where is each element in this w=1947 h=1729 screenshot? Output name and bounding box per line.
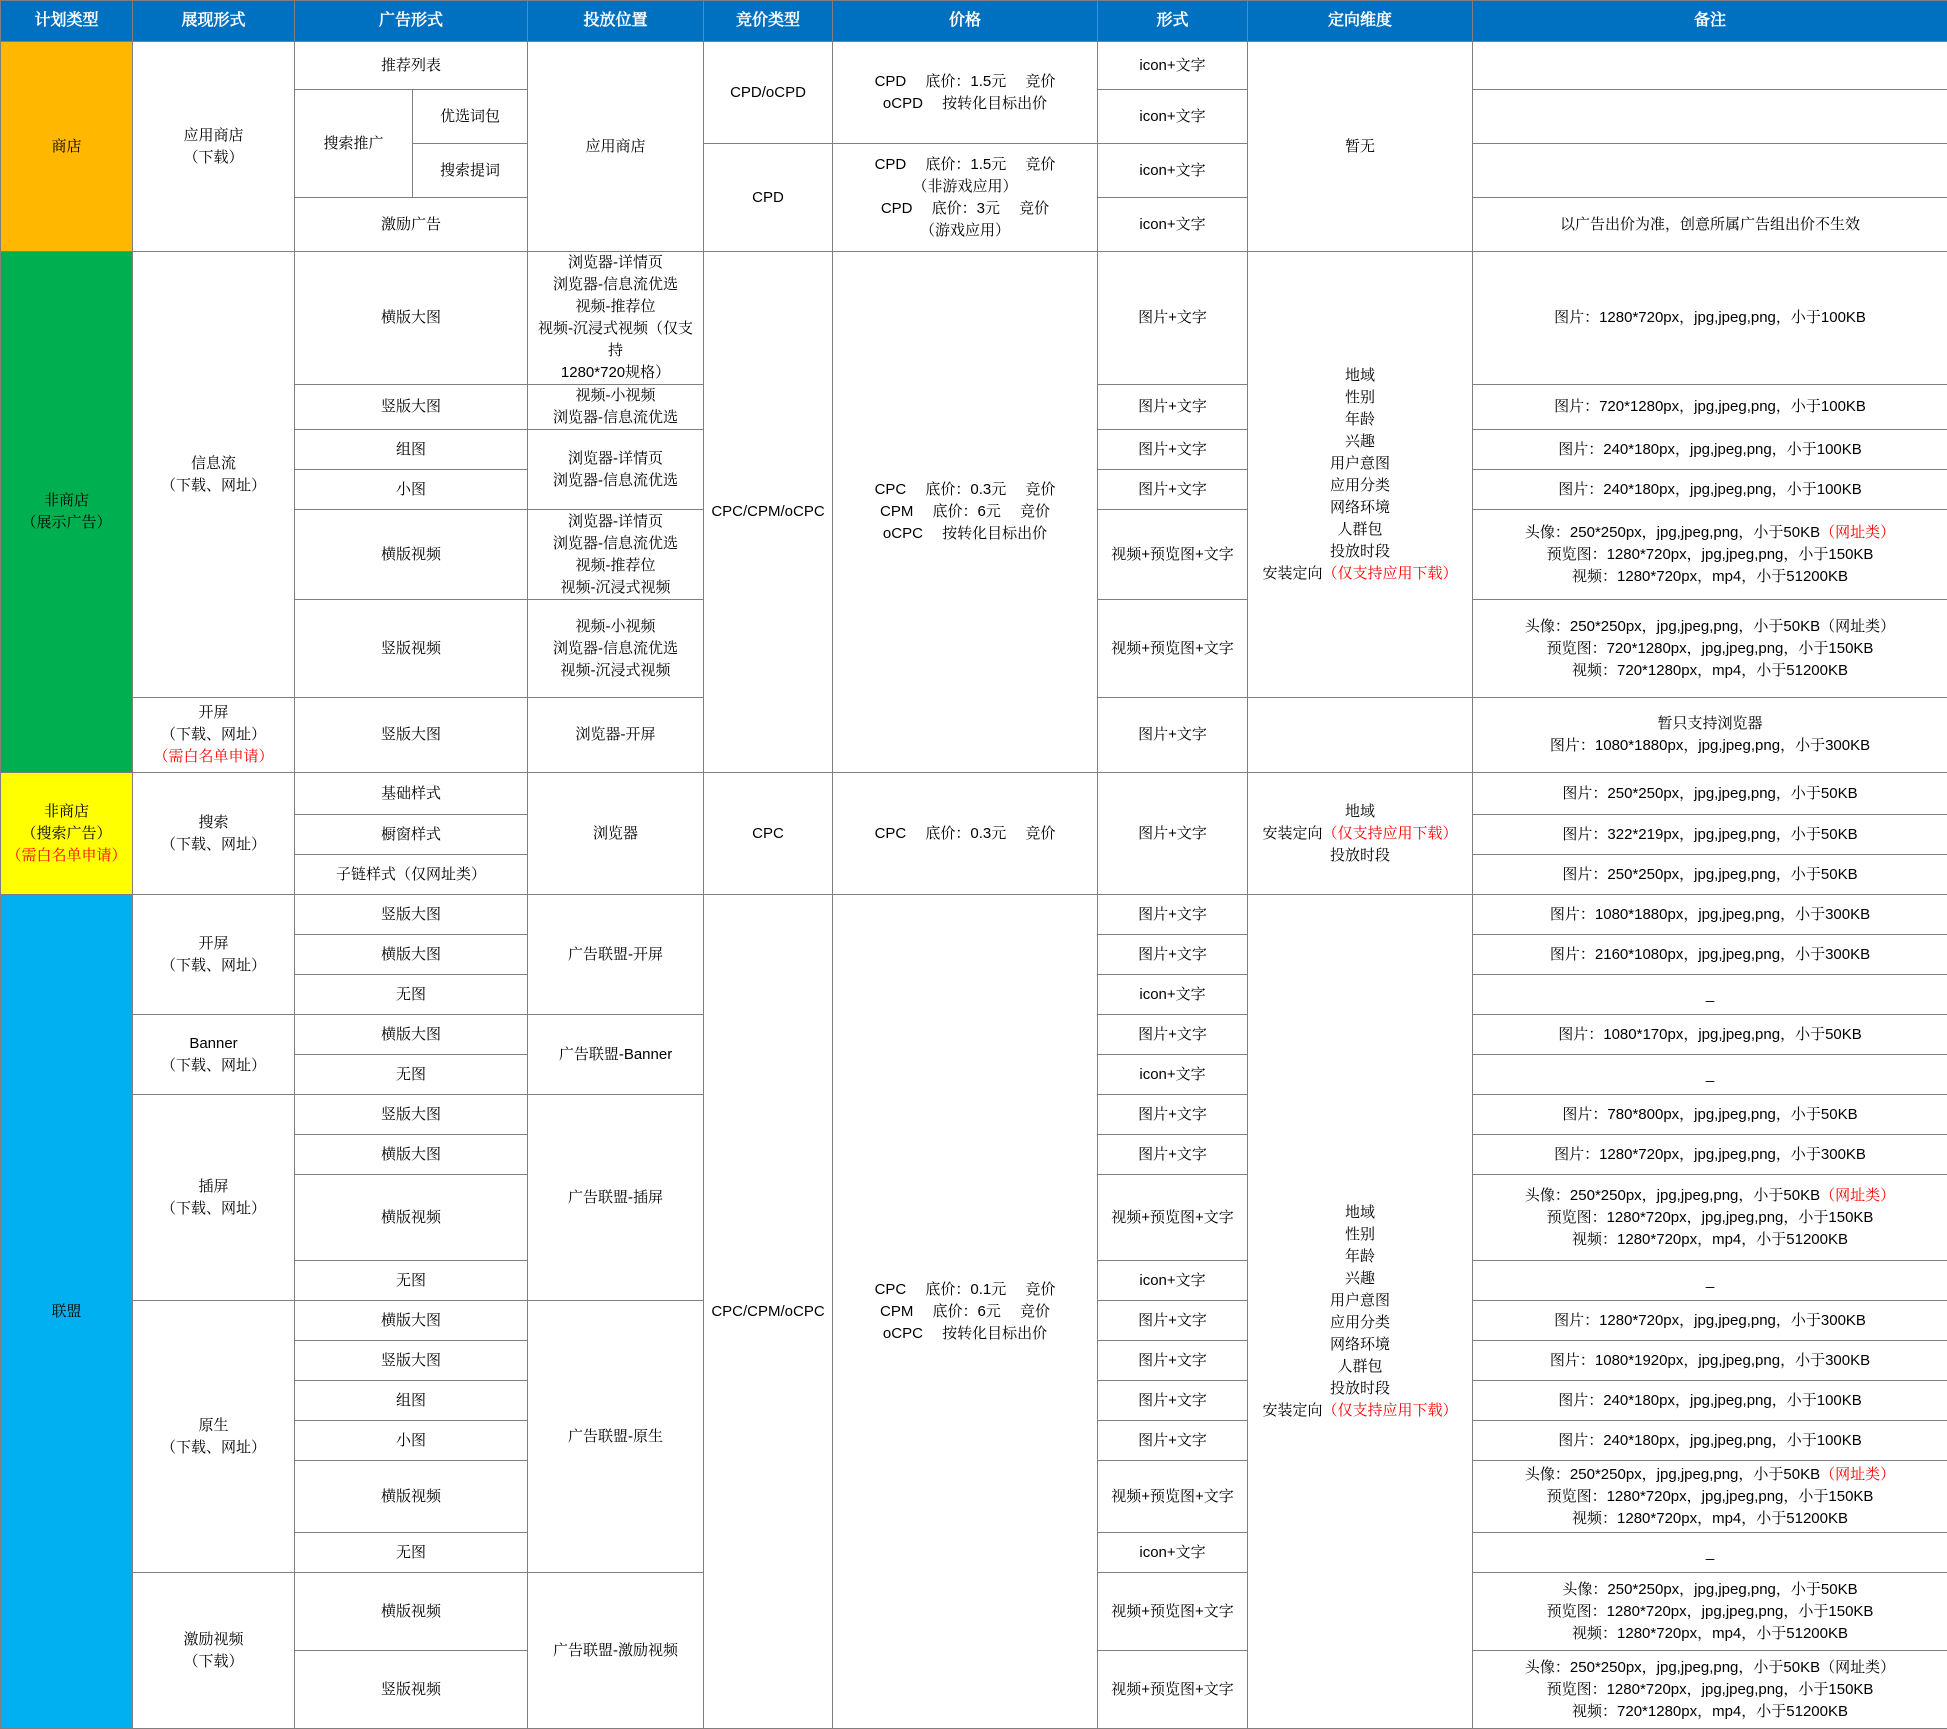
header-plan-type: 计划类型	[1, 1, 133, 42]
form-cell: 视频+预览图+文字	[1098, 1651, 1248, 1729]
ad-form-cell: 横版大图	[295, 935, 528, 975]
price-search: CPC 底价：0.3元 竞价	[833, 773, 1098, 895]
form-cell: 图片+文字	[1098, 470, 1248, 510]
position-cell: 视频-小视频 浏览器-信息流优选	[528, 385, 704, 430]
note-cell: 图片：1080*1920px，jpg,jpeg,png，小于300KB	[1473, 1341, 1947, 1381]
form-cell: icon+文字	[1098, 198, 1248, 252]
ad-form-cell: 横版大图	[295, 252, 528, 385]
form-cell: 图片+文字	[1098, 1421, 1248, 1461]
form-cell: 图片+文字	[1098, 1095, 1248, 1135]
note-cell: 图片：1080*170px，jpg,jpeg,png，小于50KB	[1473, 1015, 1947, 1055]
note-cell: 头像：250*250px，jpg,jpeg,png，小于50KB 预览图：1280*720px，jpg,jpeg,png，小于150KB 视频：1280*720px，mp4，小于51200KB	[1473, 1573, 1947, 1651]
ad-form-cell: 无图	[295, 1533, 528, 1573]
position-cell: 浏览器-开屏	[528, 698, 704, 773]
position-cell: 视频-小视频 浏览器-信息流优选 视频-沉浸式视频	[528, 600, 704, 698]
ad-form-cell: 横版视频	[295, 1461, 528, 1533]
ad-form-preferred: 优选词包	[413, 90, 528, 144]
note-cell: _	[1473, 1055, 1947, 1095]
note-cell: _	[1473, 975, 1947, 1015]
note-cell: 图片：1280*720px，jpg,jpeg,png，小于100KB	[1473, 252, 1947, 385]
price-store-1: CPD 底价：1.5元 竞价 oCPD 按转化目标出价	[833, 42, 1098, 144]
note-cell: 头像：250*250px，jpg,jpeg,png，小于50KB（网址类） 预览图：1280*720px，jpg,jpeg,png，小于150KB 视频：1280*720px，mp4，小于51200KB	[1473, 510, 1947, 600]
ad-form-cell: 小图	[295, 470, 528, 510]
ad-form-cell: 无图	[295, 1261, 528, 1301]
form-cell: 图片+文字	[1098, 1341, 1248, 1381]
price-union: CPC 底价：0.1元 竞价 CPM 底价：6元 竞价 oCPC 按转化目标出价	[833, 895, 1098, 1729]
form-cell: 图片+文字	[1098, 895, 1248, 935]
bid-union: CPC/CPM/oCPC	[704, 895, 833, 1729]
display-splash: 开屏 （下载、网址） （需白名单申请）	[133, 698, 295, 773]
display-search: 搜索 （下载、网址）	[133, 773, 295, 895]
plan-type-union: 联盟	[1, 895, 133, 1729]
header-bid-type: 竞价类型	[704, 1, 833, 42]
position-union-interstitial: 广告联盟-插屏	[528, 1095, 704, 1301]
note-cell: 暂只支持浏览器 图片：1080*1880px，jpg,jpeg,png，小于300KB	[1473, 698, 1947, 773]
position-cell: 浏览器-详情页 浏览器-信息流优选 视频-推荐位 视频-沉浸式视频	[528, 510, 704, 600]
form-search: 图片+文字	[1098, 773, 1248, 895]
price-feed: CPC 底价：0.3元 竞价 CPM 底价：6元 竞价 oCPC 按转化目标出价	[833, 252, 1098, 773]
ad-form-cell: 横版视频	[295, 1573, 528, 1651]
display-union-banner: Banner （下载、网址）	[133, 1015, 295, 1095]
targeting-cell	[1248, 698, 1473, 773]
ad-form-search-word: 搜索提词	[413, 144, 528, 198]
form-cell: icon+文字	[1098, 975, 1248, 1015]
form-cell: 图片+文字	[1098, 430, 1248, 470]
form-cell: 图片+文字	[1098, 385, 1248, 430]
note-cell: 图片：250*250px，jpg,jpeg,png，小于50KB	[1473, 773, 1947, 815]
ad-form-recommend: 推荐列表	[295, 42, 528, 90]
note-cell: 图片：240*180px，jpg,jpeg,png，小于100KB	[1473, 430, 1947, 470]
plan-type-search: 非商店 （搜索广告） （需白名单申请）	[1, 773, 133, 895]
ad-form-cell: 横版大图	[295, 1135, 528, 1175]
ad-form-cell: 无图	[295, 1055, 528, 1095]
form-cell: icon+文字	[1098, 1261, 1248, 1301]
note-cell: 头像：250*250px，jpg,jpeg,png，小于50KB（网址类） 预览图：1280*720px，jpg,jpeg,png，小于150KB 视频：720*1280px，mp4，小于51200KB	[1473, 1651, 1947, 1729]
note-cell: 图片：322*219px，jpg,jpeg,png，小于50KB	[1473, 815, 1947, 855]
form-cell: 图片+文字	[1098, 1015, 1248, 1055]
note-cell: _	[1473, 1261, 1947, 1301]
form-cell: icon+文字	[1098, 144, 1248, 198]
position-union-reward: 广告联盟-激励视频	[528, 1573, 704, 1729]
form-cell: 视频+预览图+文字	[1098, 1573, 1248, 1651]
header-price: 价格	[833, 1, 1098, 42]
position-union-native: 广告联盟-原生	[528, 1301, 704, 1573]
note-cell	[1473, 90, 1947, 144]
note-cell: 头像：250*250px，jpg,jpeg,png，小于50KB（网址类） 预览图：1280*720px，jpg,jpeg,png，小于150KB 视频：1280*720px，mp4，小于51200KB	[1473, 1461, 1947, 1533]
targeting-search: 地域 安装定向（仅支持应用下载） 投放时段	[1248, 773, 1473, 895]
position-app-store: 应用商店	[528, 42, 704, 252]
bid-cpd: CPD	[704, 144, 833, 252]
note-cell: 图片：240*180px，jpg,jpeg,png，小于100KB	[1473, 470, 1947, 510]
table-row	[1, 252, 1947, 385]
form-cell: 图片+文字	[1098, 935, 1248, 975]
targeting-union: 地域 性别 年龄 兴趣 用户意图 应用分类 网络环境 人群包 投放时段 安装定向（仅支持应用下载）	[1248, 895, 1473, 1729]
header-row	[1, 1, 1947, 42]
ad-form-reward: 激励广告	[295, 198, 528, 252]
note-cell: 图片：720*1280px，jpg,jpeg,png，小于100KB	[1473, 385, 1947, 430]
note-cell: _	[1473, 1533, 1947, 1573]
note-cell: 头像：250*250px，jpg,jpeg,png，小于50KB（网址类） 预览图：1280*720px，jpg,jpeg,png，小于150KB 视频：1280*720px，mp4，小于51200KB	[1473, 1175, 1947, 1261]
ad-form-cell: 无图	[295, 975, 528, 1015]
ad-form-cell: 竖版大图	[295, 1095, 528, 1135]
ad-form-cell: 竖版视频	[295, 1651, 528, 1729]
ad-form-cell: 组图	[295, 1381, 528, 1421]
position-union-splash: 广告联盟-开屏	[528, 895, 704, 1015]
header-position: 投放位置	[528, 1, 704, 42]
form-cell: 视频+预览图+文字	[1098, 510, 1248, 600]
plan-type-store: 商店	[1, 42, 133, 252]
ad-form-cell: 竖版视频	[295, 600, 528, 698]
header-ad-form: 广告形式	[295, 1, 528, 42]
ad-form-cell: 基础样式	[295, 773, 528, 815]
display-union-interstitial: 插屏 （下载、网址）	[133, 1095, 295, 1301]
display-app-store: 应用商店 （下载）	[133, 42, 295, 252]
position-cell: 浏览器-详情页 浏览器-信息流优选 视频-推荐位 视频-沉浸式视频（仅支持 1280*720规格）	[528, 252, 704, 385]
ad-form-cell: 竖版大图	[295, 1341, 528, 1381]
form-cell: 图片+文字	[1098, 252, 1248, 385]
ad-form-cell: 小图	[295, 1421, 528, 1461]
display-union-splash: 开屏 （下载、网址）	[133, 895, 295, 1015]
note-cell: 头像：250*250px，jpg,jpeg,png，小于50KB（网址类） 预览图：720*1280px，jpg,jpeg,png，小于150KB 视频：720*1280px，mp4，小于51200KB	[1473, 600, 1947, 698]
ad-form-cell: 横版大图	[295, 1301, 528, 1341]
form-cell: icon+文字	[1098, 1533, 1248, 1573]
form-cell: 图片+文字	[1098, 1381, 1248, 1421]
form-cell: 图片+文字	[1098, 1135, 1248, 1175]
position-cell: 浏览器-详情页 浏览器-信息流优选	[528, 430, 704, 510]
form-cell: 图片+文字	[1098, 1301, 1248, 1341]
header-form: 形式	[1098, 1, 1248, 42]
form-cell: 视频+预览图+文字	[1098, 1175, 1248, 1261]
header-note: 备注	[1473, 1, 1947, 42]
table-row	[1, 895, 1947, 935]
header-targeting: 定向维度	[1248, 1, 1473, 42]
ad-form-search: 搜索推广	[295, 90, 413, 198]
note-cell: 图片：240*180px，jpg,jpeg,png，小于100KB	[1473, 1381, 1947, 1421]
form-cell: icon+文字	[1098, 42, 1248, 90]
ad-form-cell: 横版大图	[295, 1015, 528, 1055]
note-reward: 以广告出价为准，创意所属广告组出价不生效	[1473, 198, 1947, 252]
display-union-native: 原生 （下载、网址）	[133, 1301, 295, 1573]
targeting-feed: 地域 性别 年龄 兴趣 用户意图 应用分类 网络环境 人群包 投放时段 安装定向（仅支持应用下载）	[1248, 252, 1473, 698]
note-cell: 图片：1280*720px，jpg,jpeg,png，小于300KB	[1473, 1301, 1947, 1341]
note-cell: 图片：1280*720px，jpg,jpeg,png，小于300KB	[1473, 1135, 1947, 1175]
form-cell: 视频+预览图+文字	[1098, 1461, 1248, 1533]
plan-type-feed: 非商店 （展示广告）	[1, 252, 133, 773]
note-cell: 图片：250*250px，jpg,jpeg,png，小于50KB	[1473, 855, 1947, 895]
header-display: 展现形式	[133, 1, 295, 42]
ad-form-cell: 橱窗样式	[295, 815, 528, 855]
price-store-2: CPD 底价：1.5元 竞价 （非游戏应用） CPD 底价：3元 竞价 （游戏应用）	[833, 144, 1098, 252]
position-search: 浏览器	[528, 773, 704, 895]
ad-form-cell: 竖版大图	[295, 895, 528, 935]
position-union-banner: 广告联盟-Banner	[528, 1015, 704, 1095]
form-cell: 图片+文字	[1098, 698, 1248, 773]
ad-form-cell: 横版视频	[295, 510, 528, 600]
form-cell: icon+文字	[1098, 90, 1248, 144]
ad-form-cell: 子链样式（仅网址类）	[295, 855, 528, 895]
note-cell: 图片：240*180px，jpg,jpeg,png，小于100KB	[1473, 1421, 1947, 1461]
targeting-store: 暂无	[1248, 42, 1473, 252]
table-row	[1, 773, 1947, 815]
bid-feed: CPC/CPM/oCPC	[704, 252, 833, 773]
note-cell	[1473, 144, 1947, 198]
bid-search: CPC	[704, 773, 833, 895]
bid-cpd-ocpd: CPD/oCPD	[704, 42, 833, 144]
note-cell: 图片：1080*1880px，jpg,jpeg,png，小于300KB	[1473, 895, 1947, 935]
form-cell: 视频+预览图+文字	[1098, 600, 1248, 698]
display-feed: 信息流 （下载、网址）	[133, 252, 295, 698]
note-cell: 图片：2160*1080px，jpg,jpeg,png，小于300KB	[1473, 935, 1947, 975]
ad-form-cell: 横版视频	[295, 1175, 528, 1261]
display-union-reward: 激励视频 （下载）	[133, 1573, 295, 1729]
ad-form-cell: 竖版大图	[295, 698, 528, 773]
form-cell: icon+文字	[1098, 1055, 1248, 1095]
ad-form-cell: 组图	[295, 430, 528, 470]
ad-form-cell: 竖版大图	[295, 385, 528, 430]
table-row	[1, 42, 1947, 90]
note-cell: 图片：780*800px，jpg,jpeg,png，小于50KB	[1473, 1095, 1947, 1135]
note-cell	[1473, 42, 1947, 90]
